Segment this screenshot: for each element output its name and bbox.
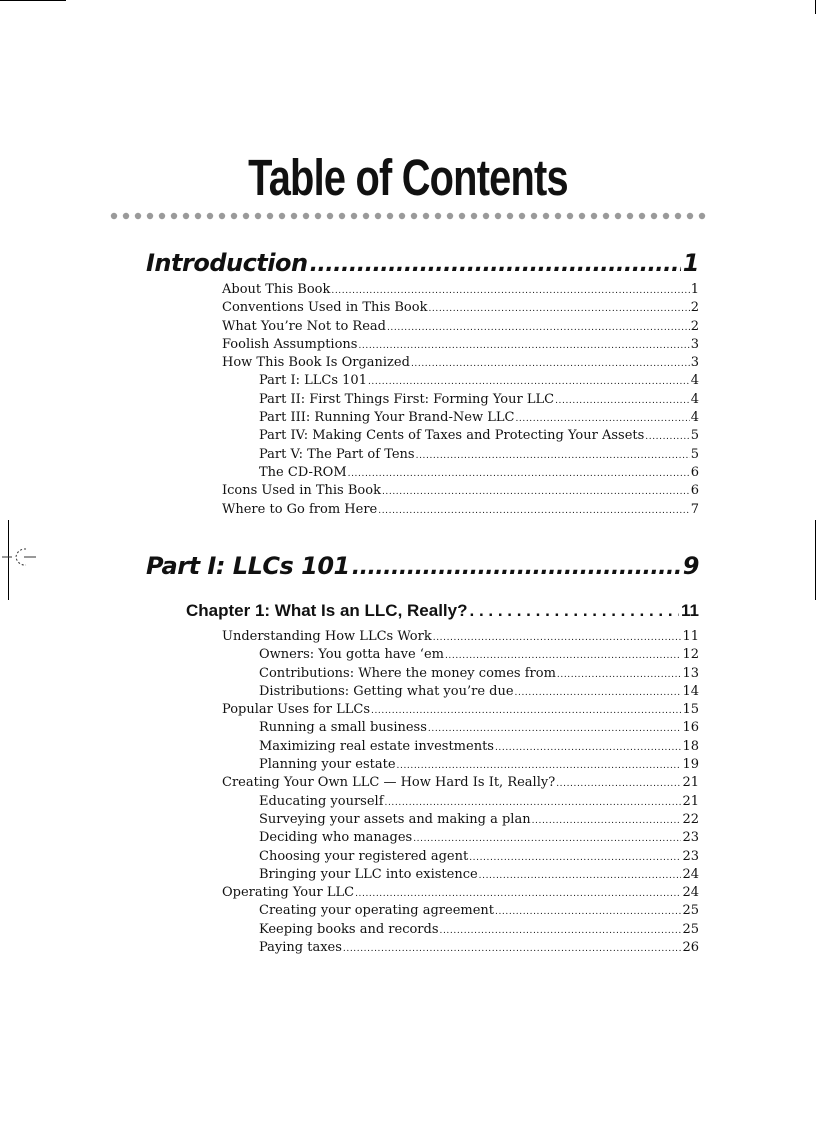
dot-leader: [331, 282, 689, 300]
dot-leader: [368, 373, 690, 391]
toc-entry[interactable]: [222, 354, 699, 372]
dot-leader: [495, 739, 681, 757]
toc-entry-page: 1: [690, 282, 699, 297]
dot-leader: [555, 392, 690, 410]
dot-leader: [445, 647, 681, 665]
rule-dot: [171, 213, 177, 219]
toc-entry-text: Bringing your LLC into existence: [259, 866, 478, 882]
toc-entry[interactable]: [222, 501, 699, 519]
toc-entry[interactable]: [222, 409, 699, 427]
toc-entry-page: 21: [682, 775, 699, 791]
rule-dot: [435, 213, 441, 219]
toc-entry-text: Where to Go from Here: [222, 501, 378, 517]
rule-dot: [375, 213, 381, 219]
toc-entry-text: Part V: The Part of Tens: [259, 446, 415, 462]
toc-entry-text: Paying taxes: [259, 940, 342, 956]
dot-leader: [387, 319, 690, 337]
toc-entry[interactable]: [222, 391, 699, 409]
toc-entry-text: Creating Your Own LLC — How Hard Is It, Really?: [222, 775, 556, 791]
toc-entry-page: 23: [682, 848, 699, 864]
registration-mark-icon: [2, 546, 38, 568]
dot-leader: [469, 849, 681, 867]
chapter1-title: Chapter 1: What Is an LLC, Really?: [186, 601, 468, 620]
dot-leader: [428, 720, 682, 738]
dot-leader: [645, 428, 689, 446]
toc-entry-page: 24: [682, 866, 699, 882]
toc-entry[interactable]: [222, 372, 699, 390]
dot-leader: [556, 775, 681, 793]
rule-dot: [543, 213, 549, 219]
dot-leader: [532, 812, 682, 830]
part1-page: 9: [682, 552, 699, 580]
toc-entry-text: How This Book Is Organized: [222, 355, 410, 371]
toc-entry-page: 6: [690, 483, 699, 499]
toc-entry[interactable]: [222, 829, 699, 847]
rule-dot: [447, 213, 453, 219]
toc-entry-page: 22: [682, 811, 699, 827]
rule-dot: [231, 213, 237, 219]
introduction-heading[interactable]: [146, 248, 699, 280]
toc-entry[interactable]: [222, 464, 699, 482]
toc-entry-page: 4: [690, 391, 699, 407]
toc-entry-text: Running a small business: [259, 720, 427, 736]
chapter1-heading[interactable]: [186, 600, 699, 622]
toc-entry-text: Foolish Assumptions: [222, 336, 358, 352]
dot-leader: [411, 355, 690, 373]
toc-entry[interactable]: [222, 756, 699, 774]
dot-leader: [495, 903, 681, 921]
toc-entry-text: Icons Used in This Book: [222, 483, 381, 499]
rule-dot: [591, 213, 597, 219]
rule-dot: [255, 213, 261, 219]
toc-entry[interactable]: [222, 427, 699, 445]
dot-leader: [397, 757, 682, 775]
toc-entry-page: 23: [682, 830, 699, 846]
toc-entry-page: 16: [682, 720, 699, 736]
page-title: Table of Contents: [248, 149, 568, 206]
rule-dot: [627, 213, 633, 219]
introduction-title: Introduction: [146, 249, 308, 277]
rule-dot: [687, 213, 693, 219]
toc-entry[interactable]: [222, 884, 699, 902]
dot-leader: [413, 830, 681, 848]
toc-entry[interactable]: [222, 683, 699, 701]
toc-entry-text: Choosing your registered agent: [259, 848, 469, 864]
toc-entry-page: 24: [682, 885, 699, 901]
rule-dot: [651, 213, 657, 219]
dotted-rule: [108, 210, 708, 222]
toc-entry[interactable]: [222, 646, 699, 664]
dot-leader: [352, 551, 681, 583]
dot-leader: [515, 410, 689, 428]
rule-dot: [471, 213, 477, 219]
rule-dot: [567, 213, 573, 219]
toc-entry-page: 4: [690, 373, 699, 389]
toc-entry-page: 15: [682, 702, 699, 718]
toc-entry-page: 26: [682, 940, 699, 956]
toc-entry[interactable]: [222, 318, 699, 336]
toc-entry-text: Contributions: Where the money comes from: [259, 665, 556, 681]
dot-leader: [557, 666, 682, 684]
toc-entry-text: Keeping books and records: [259, 921, 439, 937]
toc-entry[interactable]: [222, 446, 699, 464]
toc-entry[interactable]: [222, 665, 699, 683]
toc-entry[interactable]: [222, 921, 699, 939]
dot-leader: [378, 502, 689, 520]
toc-entry[interactable]: [222, 628, 699, 646]
toc-entry[interactable]: [222, 738, 699, 756]
toc-entry-page: 7: [690, 501, 699, 517]
rule-dot: [603, 213, 609, 219]
rule-dot: [423, 213, 429, 219]
rule-dot: [579, 213, 585, 219]
dot-leader: [385, 794, 682, 812]
toc-entry-page: 19: [682, 757, 699, 773]
rule-dot: [663, 213, 669, 219]
toc-entry-text: Part II: First Things First: Forming Your LLC: [259, 391, 555, 407]
chapter1-page: 11: [681, 601, 699, 620]
toc-entry[interactable]: [222, 866, 699, 884]
dot-leader: [515, 684, 682, 702]
rule-dot: [531, 213, 537, 219]
toc-entry[interactable]: [222, 793, 699, 811]
rule-dot: [555, 213, 561, 219]
toc-entry-page: 2: [690, 300, 699, 316]
introduction-page: 1: [682, 249, 699, 277]
toc-entry-page: 14: [682, 683, 699, 699]
toc-entry[interactable]: [222, 281, 699, 299]
rule-dot: [135, 213, 141, 219]
toc-entry[interactable]: [222, 701, 699, 719]
toc-entry[interactable]: [222, 811, 699, 829]
rule-dot: [315, 213, 321, 219]
dot-leader: [343, 940, 682, 958]
part1-title: Part I: LLCs 101: [146, 552, 350, 580]
toc-entry-text: Educating yourself: [259, 793, 384, 809]
crop-mark-top-left: [0, 0, 66, 1]
dot-leader: [433, 629, 682, 647]
toc-entry[interactable]: [222, 774, 699, 792]
introduction-entries: [222, 281, 699, 519]
rule-dot: [219, 213, 225, 219]
dot-leader: [348, 465, 690, 483]
toc-entry-text: About This Book: [222, 282, 331, 297]
dot-leader: [470, 600, 680, 622]
rule-dot: [639, 213, 645, 219]
toc-entry-page: 2: [690, 318, 699, 334]
rule-dot: [399, 213, 405, 219]
dot-leader: [416, 447, 690, 465]
toc-entry-page: 25: [682, 921, 699, 937]
toc-entry-page: 13: [682, 665, 699, 681]
toc-entry-text: Owners: You gotta have ‘em: [259, 647, 444, 663]
dot-leader: [479, 867, 682, 885]
rule-dot: [279, 213, 285, 219]
rule-dot: [291, 213, 297, 219]
part1-heading[interactable]: [146, 551, 699, 583]
toc-entry-page: 25: [682, 903, 699, 919]
toc-entry-text: Part III: Running Your Brand-New LLC: [259, 410, 515, 426]
toc-entry[interactable]: [222, 939, 699, 957]
rule-dot: [327, 213, 333, 219]
toc-entry-text: Operating Your LLC: [222, 885, 355, 901]
dot-leader: [382, 483, 690, 501]
dot-leader: [440, 922, 682, 940]
rule-dot: [411, 213, 417, 219]
rule-dot: [339, 213, 345, 219]
toc-entry[interactable]: [222, 482, 699, 500]
toc-entry-page: 3: [690, 336, 699, 352]
toc-entry-text: Planning your estate: [259, 757, 396, 773]
rule-dot: [351, 213, 357, 219]
rule-dot: [183, 213, 189, 219]
toc-entry-text: Maximizing real estate investments: [259, 738, 494, 754]
toc-entry-text: Popular Uses for LLCs: [222, 702, 370, 718]
toc-entry[interactable]: [222, 336, 699, 354]
rule-dot: [675, 213, 681, 219]
rule-dot: [483, 213, 489, 219]
toc-entry[interactable]: [222, 719, 699, 737]
toc-entry[interactable]: [222, 299, 699, 317]
toc-entry-page: 3: [690, 355, 699, 371]
rule-dot: [243, 213, 249, 219]
rule-dot: [519, 213, 525, 219]
rule-dot: [495, 213, 501, 219]
toc-entry-page: 5: [690, 428, 699, 444]
rule-dot: [147, 213, 153, 219]
toc-entry-page: 18: [682, 738, 699, 754]
dot-leader: [358, 337, 689, 355]
rule-dot: [387, 213, 393, 219]
toc-entry-page: 12: [682, 647, 699, 663]
toc-entry-text: Part I: LLCs 101: [259, 373, 367, 389]
rule-dot: [699, 213, 705, 219]
toc-entry-text: The CD-ROM: [259, 464, 347, 480]
dot-leader: [310, 248, 681, 280]
toc-entry-text: Understanding How LLCs Work: [222, 629, 432, 644]
toc-entry-page: 21: [682, 793, 699, 809]
toc-entry-text: Distributions: Getting what you’re due: [259, 683, 514, 699]
rule-dot: [123, 213, 129, 219]
rule-dot: [303, 213, 309, 219]
rule-dot: [195, 213, 201, 219]
rule-dot: [111, 213, 117, 219]
rule-dot: [207, 213, 213, 219]
toc-entry-text: Part IV: Making Cents of Taxes and Protecting Your Assets: [259, 428, 645, 444]
toc-entry-text: Conventions Used in This Book: [222, 300, 428, 316]
toc-entry-page: 5: [690, 446, 699, 462]
toc-entry-page: 11: [682, 629, 699, 644]
toc-entry-text: Creating your operating agreement: [259, 903, 495, 919]
toc-entry-text: What You’re Not to Read: [222, 318, 386, 334]
rule-dot: [615, 213, 621, 219]
dot-leader: [428, 300, 689, 318]
rule-dot: [507, 213, 513, 219]
rule-dot: [159, 213, 165, 219]
dot-leader: [355, 885, 681, 903]
rule-dot: [267, 213, 273, 219]
toc-entry-page: 6: [690, 464, 699, 480]
toc-entry-text: Deciding who manages: [259, 830, 413, 846]
toc-entry-text: Surveying your assets and making a plan: [259, 811, 531, 827]
rule-dot: [363, 213, 369, 219]
rule-dot: [459, 213, 465, 219]
toc-entry[interactable]: [222, 848, 699, 866]
toc-entry[interactable]: [222, 902, 699, 920]
dot-leader: [371, 702, 681, 720]
chapter1-entries: [222, 628, 699, 957]
toc-entry-page: 4: [690, 410, 699, 426]
